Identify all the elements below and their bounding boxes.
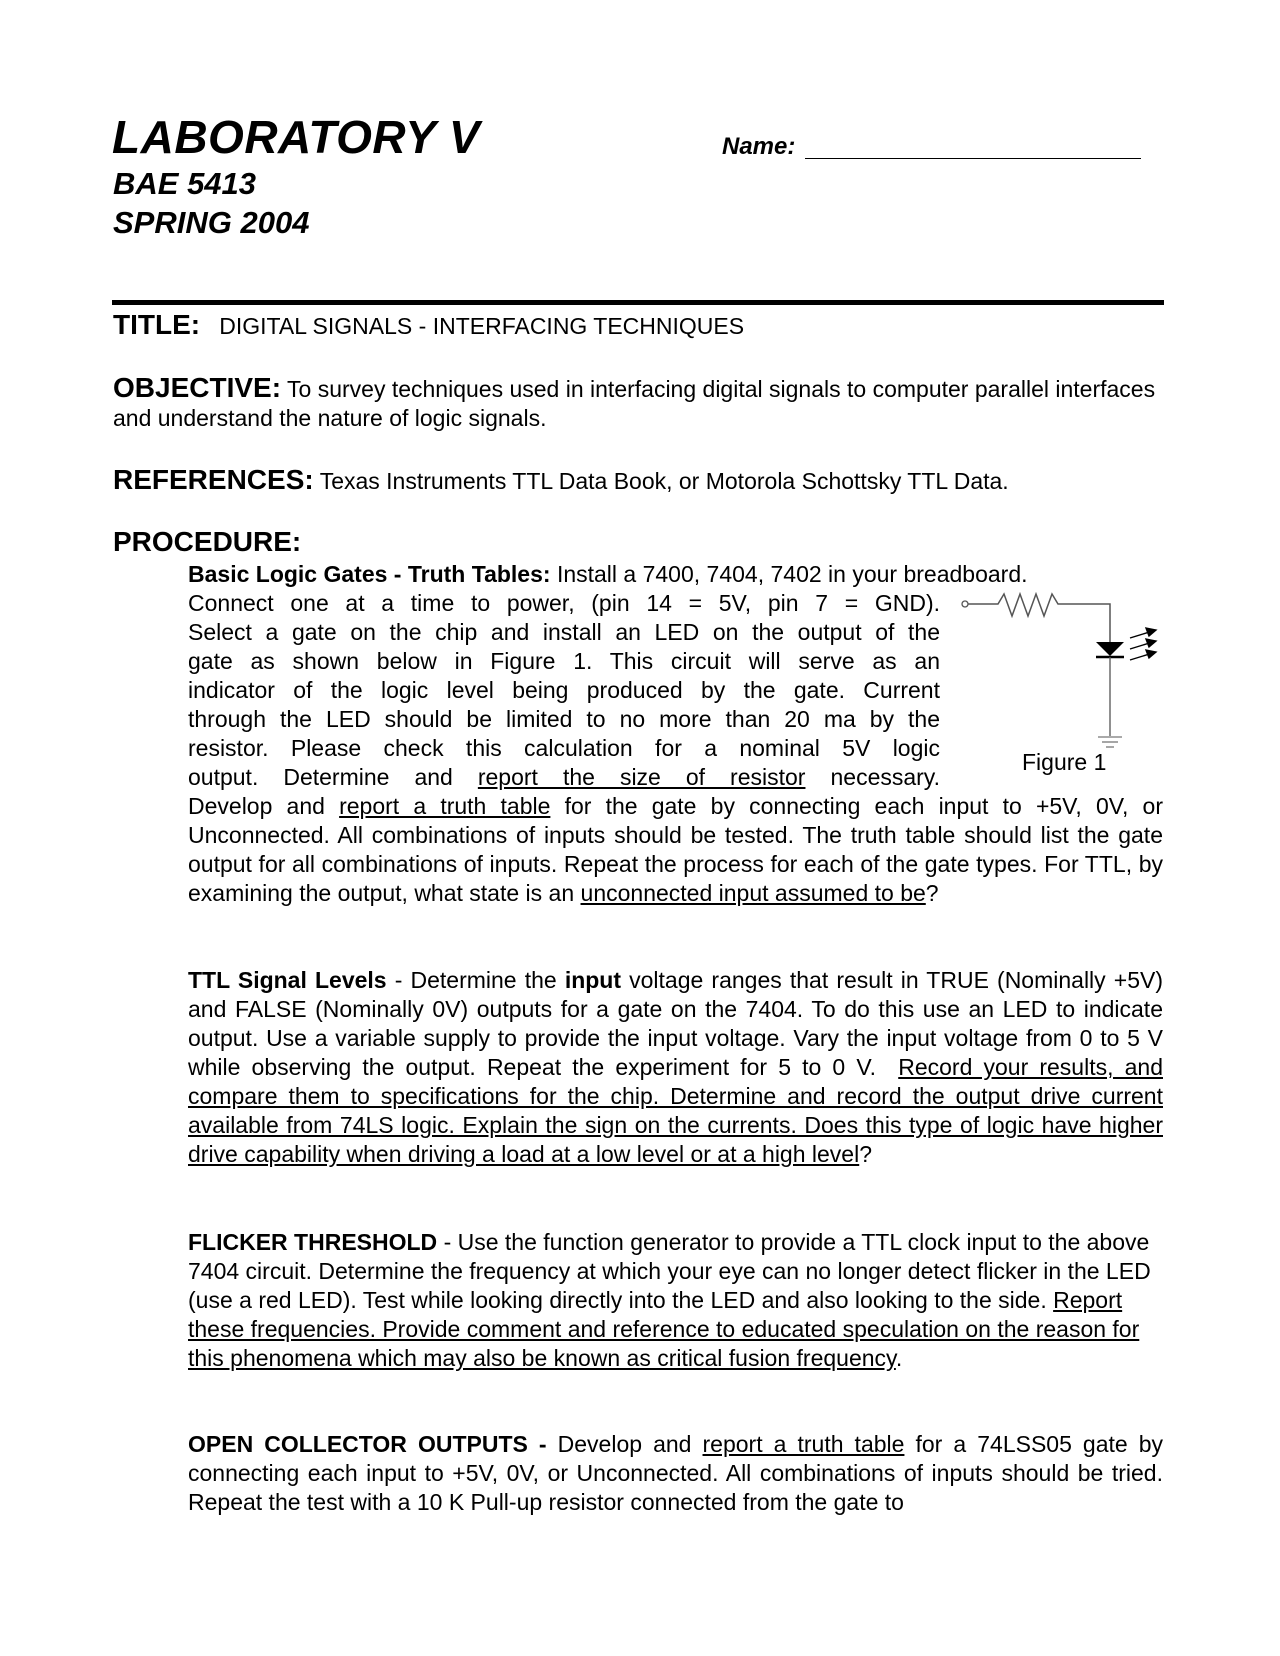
open-collector-truth-table-requirement: report a truth table [702, 1431, 905, 1457]
basic-logic-text-2: Develop and [188, 793, 325, 819]
flicker-report-requirement: Report these frequencies. Provide comment and reference to educated speculation on the reason for this phenomena which may also be known as critical fusion frequency [188, 1287, 1140, 1371]
flicker-text-2: . [895, 1345, 903, 1371]
title-section [113, 310, 1165, 341]
course-number: BAE 5413 [113, 166, 257, 201]
figure-1-caption: Figure 1 [1022, 749, 1107, 775]
ttl-heading: TTL Signal Levels [188, 967, 387, 993]
basic-logic-text-4: ? [925, 880, 939, 906]
objective-text: To survey techniques used in interfacing digital signals to computer parallel interfaces and understand the nature of logic signals. [113, 376, 1156, 431]
basic-logic-text-3: for the gate by connecting each input to +5V, 0V, or Unconnected. All combinations of inputs should be tested. The truth table should list the gate output for all combinations of inputs. Repeat the process for each of the gate types. For TTL, by examining the output, what state is an [188, 793, 1164, 906]
truth-table-requirement: report a truth table [339, 793, 551, 819]
ttl-text-2: voltage ranges that result in TRUE (Nominally +5V) and FALSE (Nominally 0V) outputs for a gate on the 7404. To do this use an LED to indicate output. Use a variable supply to provide the input voltage. Vary the input voltage from 0 to 5 V while observing the output. Repeat the experiment for 5 to 0 V. [188, 967, 1164, 1080]
basic-logic-line-5: indicator of the logic level being produced by the gate. Current [188, 677, 940, 703]
basic-logic-line-6: through the LED should be limited to no more than 20 ma by the [188, 706, 940, 732]
procedure-label: PROCEDURE: [113, 526, 302, 557]
ttl-text-1: - Determine the [394, 967, 557, 993]
basic-logic-line-7: resistor. Please check this calculation for a nominal 5V logic [188, 735, 940, 761]
references-label: REFERENCES: [113, 464, 314, 495]
ttl-record-requirement: Record your results, and compare them to specifications for the chip. Determine and record the output drive current available from 74LS logic. Explain the sign on the currents. Does this type of logic have higher drive capability when driving a load at a low level or at a high level [188, 1054, 1163, 1167]
title-text: DIGITAL SIGNALS - INTERFACING TECHNIQUES [219, 313, 745, 339]
open-collector-text-2: for a 74LSS05 gate by connecting each input to +5V, 0V, or Unconnected. All combinations of inputs should be tried. Repeat the test with a 10 K Pull-up resistor connected from the gate to [188, 1431, 1164, 1515]
procedure-section [113, 527, 1165, 558]
basic-logic-line-8b: necessary. [830, 764, 940, 790]
flicker-heading: FLICKER THRESHOLD [188, 1229, 438, 1255]
resistor-symbol [968, 594, 1110, 642]
term: SPRING 2004 [113, 205, 310, 240]
ttl-input-emphasis: input [564, 967, 622, 993]
references-section [113, 465, 1165, 496]
name-blank-line [805, 158, 1141, 159]
name-label: Name: [722, 133, 796, 160]
open-collector-heading: OPEN COLLECTOR OUTPUTS - [188, 1431, 547, 1457]
basic-logic-line-8a: output. Determine and [188, 764, 453, 790]
basic-logic-line-3: Select a gate on the chip and install an LED on the output of the [188, 619, 940, 645]
basic-logic-line-4: gate as shown below in Figure 1. This circuit will serve as an [188, 648, 940, 674]
open-collector-paragraph [188, 1430, 1163, 1517]
basic-logic-line-2: Connect one at a time to power, (pin 14 = 5V, pin 7 = GND). [188, 590, 940, 616]
ground-symbol [1098, 737, 1122, 747]
unconnected-input-requirement: unconnected input assumed to be [580, 880, 926, 906]
flicker-threshold-paragraph [188, 1228, 1163, 1373]
led-diode-symbol [1096, 642, 1124, 656]
flicker-text-1: - Use the function generator to provide a TTL clock input to the above 7404 circuit. Determine the frequency at which your eye can no longer detect flicker in the LED (use a red LED). Test while looking directly into the LED and also looking to the side. [188, 1229, 1151, 1313]
ttl-signal-levels-paragraph [188, 966, 1163, 1169]
header-divider [112, 300, 1164, 305]
ttl-text-3: ? [859, 1141, 873, 1167]
resistor-size-requirement: report the size of resistor [477, 764, 806, 790]
objective-section [113, 373, 1165, 433]
basic-logic-line-8 [188, 763, 940, 792]
input-terminal [962, 601, 968, 607]
basic-logic-text-1: Install a 7400, 7404, 7402 in your breadboard. [556, 561, 1028, 587]
objective-label: OBJECTIVE: [113, 372, 282, 403]
open-collector-text-1: Develop and [557, 1431, 692, 1457]
references-text: Texas Instruments TTL Data Book, or Motorola Schottsky TTL Data. [319, 468, 1009, 494]
light-emission-arrows [1130, 628, 1156, 660]
lab-title: LABORATORY V [112, 111, 481, 163]
title-label: TITLE: [113, 309, 201, 340]
basic-logic-heading: Basic Logic Gates - Truth Tables: [188, 561, 551, 587]
